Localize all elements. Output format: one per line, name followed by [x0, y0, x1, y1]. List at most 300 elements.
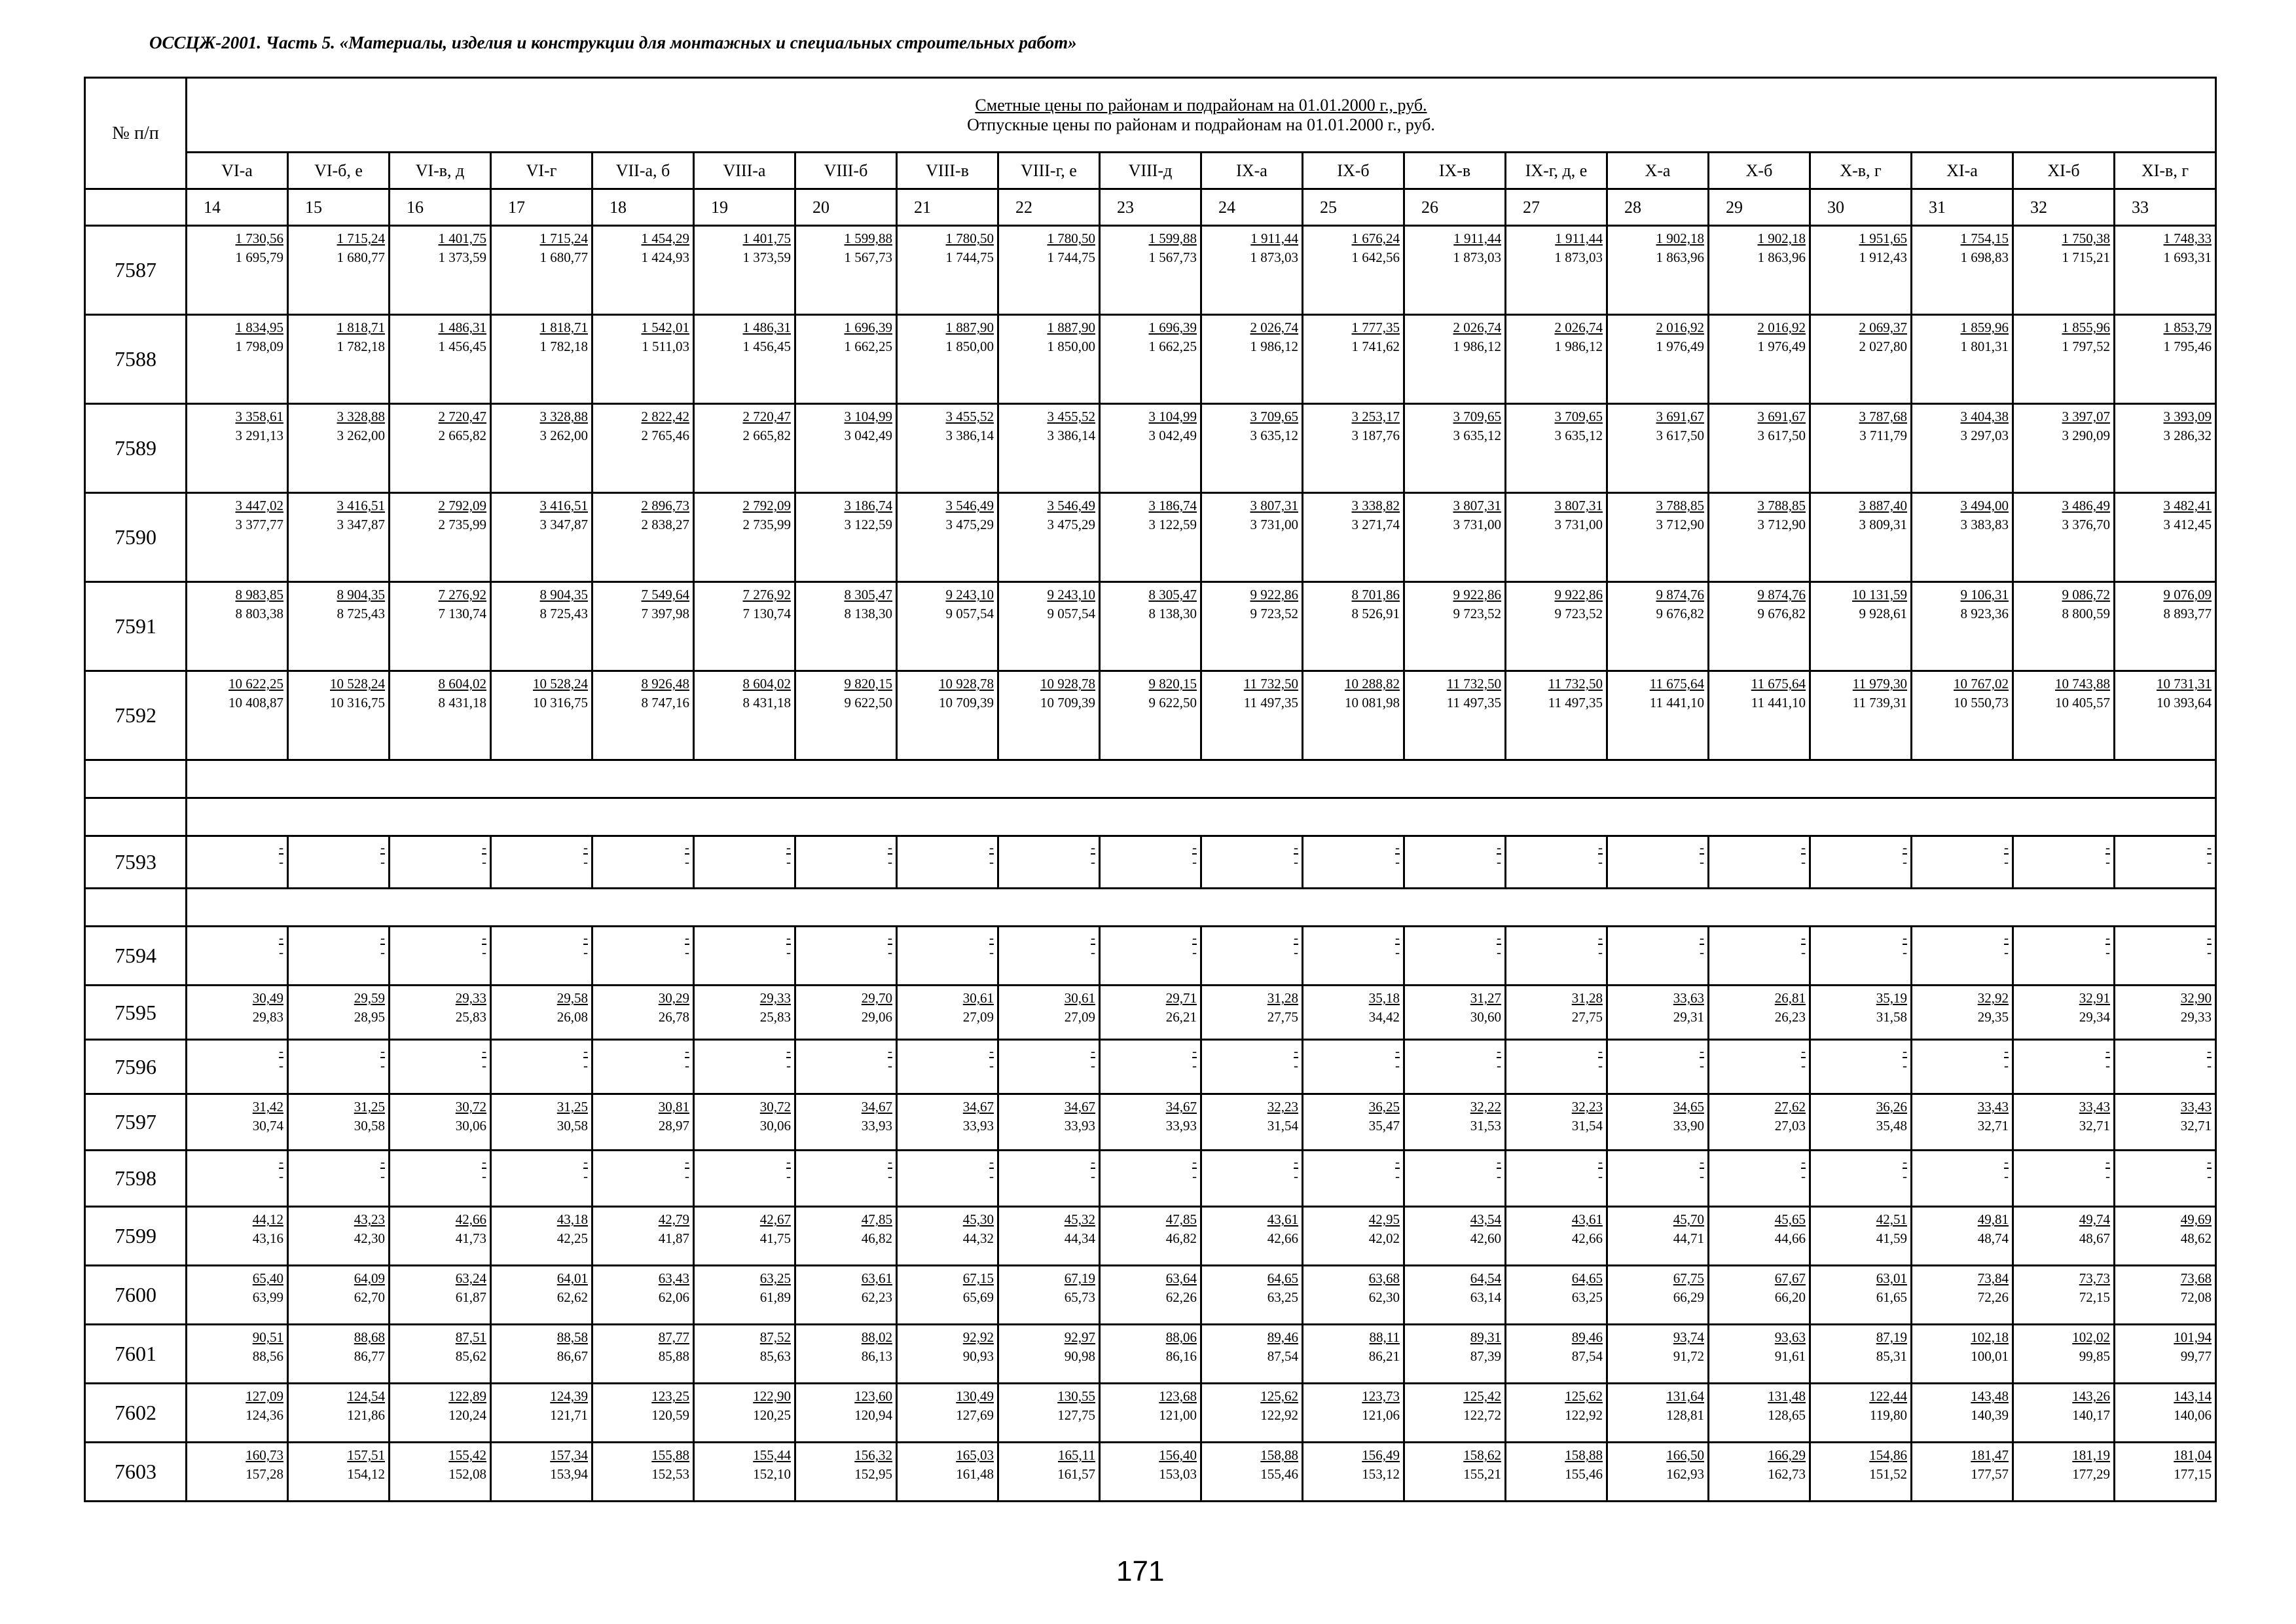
price-cell	[2013, 1266, 2115, 1325]
price-cell	[288, 404, 390, 493]
estimate-price: 87,19	[1876, 1329, 1907, 1345]
price-cell	[187, 226, 288, 315]
price-table	[84, 77, 2217, 1502]
release-price: -	[1801, 1168, 1806, 1184]
price-cell	[491, 1266, 592, 1325]
release-price: 119,80	[1870, 1407, 1907, 1423]
estimate-price: 3 807,31	[1554, 498, 1603, 513]
caption-estimate-prices: Сметные цены по районам и подрайонам на 01.01.2000 г., руб.	[975, 95, 1427, 115]
price-cell	[2115, 1207, 2216, 1266]
estimate-price: 67,15	[962, 1270, 994, 1286]
estimate-price: 43,61	[1267, 1211, 1298, 1227]
release-price: 42,60	[1470, 1230, 1501, 1246]
release-price: 140,06	[2174, 1407, 2212, 1423]
estimate-price: -	[279, 1043, 283, 1059]
price-cell	[795, 582, 897, 671]
price-cell	[694, 986, 795, 1040]
row-number: 7598	[85, 1151, 187, 1207]
estimate-price: 11 732,50	[1548, 676, 1603, 692]
price-cell	[1607, 1443, 1709, 1502]
estimate-price: 73,68	[2180, 1270, 2212, 1286]
table-row	[85, 1094, 2216, 1151]
column-number: 20	[795, 189, 897, 226]
estimate-price: -	[1700, 840, 1704, 855]
release-price: -	[989, 854, 994, 870]
price-cell	[1506, 1094, 1607, 1151]
region-header: IX-а	[1201, 153, 1303, 189]
release-price: 8 893,77	[2163, 606, 2212, 621]
estimate-price: 35,18	[1368, 990, 1400, 1006]
release-price: -	[2105, 1168, 2110, 1184]
release-price: -	[1294, 944, 1298, 960]
release-price: -	[786, 944, 791, 960]
price-cell	[288, 582, 390, 671]
release-price: -	[989, 1058, 994, 1073]
release-price: -	[2207, 1058, 2212, 1073]
release-price: 122,92	[1260, 1407, 1298, 1423]
estimate-price: 7 549,64	[641, 587, 689, 602]
release-price: 86,21	[1368, 1348, 1400, 1364]
table-row	[85, 404, 2216, 493]
estimate-price: 34,67	[1064, 1099, 1095, 1115]
release-price: 61,65	[1876, 1289, 1907, 1305]
estimate-price: 45,65	[1774, 1211, 1806, 1227]
estimate-price: 3 788,85	[1757, 498, 1806, 513]
estimate-price: -	[786, 1154, 791, 1170]
price-cell	[1100, 1151, 1201, 1207]
row-number: 7588	[85, 315, 187, 404]
estimate-price: -	[786, 930, 791, 946]
release-price: 31,54	[1267, 1118, 1298, 1134]
release-price: 120,24	[448, 1407, 486, 1423]
release-price: 2 665,82	[438, 428, 486, 443]
release-price: 29,35	[1977, 1009, 2009, 1025]
price-cell	[491, 1151, 592, 1207]
price-cell	[2115, 1040, 2216, 1094]
estimate-price: -	[1294, 930, 1298, 946]
estimate-price: -	[2004, 1043, 2009, 1059]
estimate-price: -	[1091, 930, 1095, 946]
price-cell	[897, 1443, 998, 1502]
price-cell	[390, 1151, 491, 1207]
price-cell	[2115, 1094, 2216, 1151]
release-price: -	[482, 1058, 486, 1073]
release-price: 2 838,27	[641, 517, 689, 532]
estimate-price: 1 818,71	[539, 320, 588, 335]
estimate-price: 29,71	[1165, 990, 1197, 1006]
release-price: 46,82	[861, 1230, 892, 1246]
row-number: 7592	[85, 671, 187, 760]
estimate-price: 154,86	[1869, 1447, 1907, 1463]
estimate-price: 1 696,39	[1148, 320, 1197, 335]
release-price: 30,06	[455, 1118, 486, 1134]
estimate-price: 102,02	[2072, 1329, 2110, 1345]
release-price: 2 665,82	[742, 428, 791, 443]
price-cell	[998, 1207, 1100, 1266]
estimate-price: -	[2105, 840, 2110, 855]
table-row	[85, 986, 2216, 1040]
table-caption	[187, 78, 2216, 153]
estimate-price: 9 820,15	[1148, 676, 1197, 692]
estimate-price: 49,81	[1977, 1211, 2009, 1227]
price-cell	[897, 404, 998, 493]
estimate-price: 31,25	[556, 1099, 588, 1115]
estimate-price: 31,28	[1267, 990, 1298, 1006]
release-price: -	[2004, 944, 2009, 960]
estimate-price: 158,88	[1260, 1447, 1298, 1463]
release-price: 3 386,14	[1047, 428, 1095, 443]
release-price: 62,23	[861, 1289, 892, 1305]
release-price: 2 735,99	[438, 517, 486, 532]
release-price: 9 622,50	[844, 695, 892, 710]
estimate-price: -	[989, 1154, 994, 1170]
table-row	[85, 1207, 2216, 1266]
price-cell	[2013, 315, 2115, 404]
price-cell	[288, 1325, 390, 1384]
release-price: -	[1091, 944, 1095, 960]
price-cell	[694, 1207, 795, 1266]
release-price: 1 642,56	[1351, 249, 1400, 265]
price-cell	[795, 1325, 897, 1384]
estimate-price: 1 855,96	[2062, 320, 2110, 335]
price-cell	[795, 927, 897, 986]
estimate-price: 166,50	[1666, 1447, 1704, 1463]
price-cell	[187, 582, 288, 671]
price-cell	[1404, 671, 1506, 760]
release-price: 3 635,12	[1250, 428, 1298, 443]
release-price: 9 676,82	[1656, 606, 1704, 621]
release-price: 62,06	[658, 1289, 689, 1305]
price-cell	[1709, 493, 1810, 582]
release-price: 2 765,46	[641, 428, 689, 443]
price-cell	[897, 1094, 998, 1151]
price-cell	[2013, 582, 2115, 671]
estimate-price: 8 926,48	[641, 676, 689, 692]
estimate-price: 124,39	[550, 1388, 588, 1404]
price-cell	[998, 986, 1100, 1040]
price-cell	[2115, 226, 2216, 315]
price-cell	[2013, 404, 2115, 493]
estimate-price: 34,67	[861, 1099, 892, 1115]
estimate-price: 10 731,31	[2157, 676, 2212, 692]
price-cell	[1201, 671, 1303, 760]
estimate-price: 123,25	[651, 1388, 689, 1404]
release-price: 27,75	[1267, 1009, 1298, 1025]
price-cell	[795, 1443, 897, 1502]
estimate-price: 156,49	[1362, 1447, 1400, 1463]
price-cell	[1709, 1040, 1810, 1094]
price-cell	[187, 836, 288, 889]
estimate-price: 3 887,40	[1859, 498, 1907, 513]
release-price: 42,30	[354, 1230, 385, 1246]
estimate-price: 30,81	[658, 1099, 689, 1115]
price-cell	[1404, 1266, 1506, 1325]
release-price: 140,17	[2072, 1407, 2110, 1423]
estimate-price: -	[1598, 840, 1603, 855]
price-cell	[592, 1443, 694, 1502]
document-header: ОССЦЖ-2001. Часть 5. «Материалы, изделия и конструкции для монтажных и специальных строительных работ»	[149, 33, 1077, 52]
estimate-price: 155,44	[753, 1447, 791, 1463]
release-price: 3 617,50	[1656, 428, 1704, 443]
estimate-price: 63,01	[1876, 1270, 1907, 1286]
price-cell	[1810, 404, 1912, 493]
release-price: 27,75	[1571, 1009, 1603, 1025]
price-cell	[288, 1094, 390, 1151]
estimate-price: 1 853,79	[2163, 320, 2212, 335]
price-cell	[187, 1266, 288, 1325]
price-cell	[1404, 836, 1506, 889]
price-cell	[2013, 1443, 2115, 1502]
price-cell	[288, 226, 390, 315]
release-price: 3 376,70	[2062, 517, 2110, 532]
release-price: 85,63	[759, 1348, 791, 1364]
estimate-price: 88,02	[861, 1329, 892, 1345]
price-cell	[1912, 1384, 2013, 1443]
price-cell	[795, 986, 897, 1040]
price-cell	[2013, 493, 2115, 582]
price-cell	[1100, 315, 1201, 404]
price-cell	[187, 1384, 288, 1443]
region-header: VI-в, д	[390, 153, 491, 189]
estimate-price: 8 305,47	[1148, 587, 1197, 602]
estimate-price: 43,61	[1571, 1211, 1603, 1227]
release-price: 1 744,75	[1047, 249, 1095, 265]
release-price: -	[2004, 854, 2009, 870]
price-cell	[998, 836, 1100, 889]
price-cell	[1506, 1443, 1607, 1502]
table-row	[85, 226, 2216, 315]
release-price: 1 798,09	[235, 339, 283, 354]
estimate-price: 30,72	[759, 1099, 791, 1115]
release-price: 41,73	[455, 1230, 486, 1246]
estimate-price: 65,40	[252, 1270, 283, 1286]
price-cell	[288, 1443, 390, 1502]
price-cell	[694, 226, 795, 315]
release-price: 9 057,54	[945, 606, 994, 621]
estimate-price: -	[380, 930, 385, 946]
release-price: -	[1497, 854, 1501, 870]
price-cell	[897, 1384, 998, 1443]
release-price: -	[1801, 854, 1806, 870]
price-cell	[592, 226, 694, 315]
price-cell	[1912, 1266, 2013, 1325]
release-price: 9 723,52	[1554, 606, 1603, 621]
estimate-price: -	[2105, 1154, 2110, 1170]
release-price: 1 976,49	[1656, 339, 1704, 354]
release-price: 1 744,75	[945, 249, 994, 265]
price-cell	[795, 1094, 897, 1151]
release-price: 42,02	[1368, 1230, 1400, 1246]
estimate-price: 92,97	[1064, 1329, 1095, 1345]
release-price: -	[1091, 1058, 1095, 1073]
release-price: 33,90	[1673, 1118, 1704, 1134]
price-cell	[2115, 404, 2216, 493]
estimate-price: -	[279, 1154, 283, 1170]
price-cell	[1201, 1443, 1303, 1502]
release-price: -	[380, 854, 385, 870]
price-cell	[187, 1207, 288, 1266]
column-number: 25	[1303, 189, 1404, 226]
release-price: -	[279, 854, 283, 870]
release-price: 44,34	[1064, 1230, 1095, 1246]
price-cell	[1607, 1325, 1709, 1384]
release-price: 122,72	[1463, 1407, 1501, 1423]
release-price: -	[482, 1168, 486, 1184]
estimate-price: 93,74	[1673, 1329, 1704, 1345]
estimate-price: -	[1192, 1043, 1197, 1059]
estimate-price: 3 328,88	[539, 409, 588, 424]
release-price: 41,87	[658, 1230, 689, 1246]
price-cell	[1810, 986, 1912, 1040]
release-price: 9 676,82	[1757, 606, 1806, 621]
estimate-price: -	[1801, 1043, 1806, 1059]
estimate-price: -	[888, 840, 892, 855]
estimate-price: -	[583, 840, 588, 855]
release-price: -	[1294, 1168, 1298, 1184]
price-cell	[1709, 315, 1810, 404]
price-cell	[998, 671, 1100, 760]
estimate-price: 63,43	[658, 1270, 689, 1286]
estimate-price: 9 922,86	[1554, 587, 1603, 602]
price-cell	[1303, 986, 1404, 1040]
estimate-price: 9 086,72	[2062, 587, 2110, 602]
price-cell	[288, 986, 390, 1040]
release-price: -	[279, 944, 283, 960]
release-price: 9 723,52	[1453, 606, 1501, 621]
row-number	[85, 760, 187, 798]
price-cell	[592, 1151, 694, 1207]
price-cell	[1810, 927, 1912, 986]
price-cell	[998, 404, 1100, 493]
estimate-price: 33,43	[1977, 1099, 2009, 1115]
release-price: -	[989, 944, 994, 960]
estimate-price: 9 922,86	[1250, 587, 1298, 602]
estimate-price: 181,04	[2174, 1447, 2212, 1463]
price-cell	[1506, 315, 1607, 404]
estimate-price: 166,29	[1768, 1447, 1806, 1463]
estimate-price: 44,12	[252, 1211, 283, 1227]
estimate-price: 64,54	[1470, 1270, 1501, 1286]
table-row	[85, 889, 2216, 927]
row-number-header: № п/п	[85, 78, 187, 189]
estimate-price: -	[1395, 840, 1400, 855]
estimate-price: 3 455,52	[945, 409, 994, 424]
price-cell	[1810, 493, 1912, 582]
release-price: 1 715,21	[2062, 249, 2110, 265]
release-price: -	[482, 854, 486, 870]
estimate-price: 1 780,50	[945, 231, 994, 246]
estimate-price: 45,32	[1064, 1211, 1095, 1227]
price-cell	[1303, 315, 1404, 404]
price-cell	[390, 671, 491, 760]
price-cell	[1912, 1207, 2013, 1266]
release-price: 88,56	[252, 1348, 283, 1364]
estimate-price: 29,70	[861, 990, 892, 1006]
estimate-price: -	[1903, 930, 1907, 946]
release-price: 3 412,45	[2163, 517, 2212, 532]
price-cell	[1506, 1151, 1607, 1207]
price-cell	[2115, 582, 2216, 671]
release-price: 3 122,59	[844, 517, 892, 532]
estimate-price: 1 542,01	[641, 320, 689, 335]
release-price: 1 680,77	[337, 249, 385, 265]
release-price: 27,03	[1774, 1118, 1806, 1134]
price-cell	[897, 836, 998, 889]
release-price: 1 873,03	[1453, 249, 1501, 265]
estimate-price: 157,34	[550, 1447, 588, 1463]
estimate-price: 1 750,38	[2062, 231, 2110, 246]
estimate-price: -	[583, 1043, 588, 1059]
price-cell	[1506, 226, 1607, 315]
price-cell	[187, 1040, 288, 1094]
estimate-price: 30,61	[1064, 990, 1095, 1006]
release-price: 30,58	[354, 1118, 385, 1134]
estimate-price: 90,51	[252, 1329, 283, 1345]
price-cell	[1607, 1151, 1709, 1207]
table-row	[85, 582, 2216, 671]
estimate-price: -	[685, 930, 689, 946]
estimate-price: 1 859,96	[1960, 320, 2009, 335]
price-cell	[1303, 671, 1404, 760]
price-cell	[1100, 671, 1201, 760]
release-price: 128,65	[1768, 1407, 1806, 1423]
estimate-price: -	[685, 1043, 689, 1059]
price-cell	[390, 1040, 491, 1094]
price-cell	[187, 986, 288, 1040]
price-cell	[592, 315, 694, 404]
release-price: 1 567,73	[844, 249, 892, 265]
release-price: 26,21	[1165, 1009, 1197, 1025]
price-cell	[1912, 671, 2013, 760]
price-cell	[1912, 986, 2013, 1040]
estimate-price: 11 675,64	[1751, 676, 1806, 692]
estimate-price: 143,48	[1971, 1388, 2009, 1404]
estimate-price: 3 546,49	[945, 498, 994, 513]
price-cell	[1506, 927, 1607, 986]
release-price: -	[1903, 944, 1907, 960]
release-price: -	[1497, 1168, 1501, 1184]
release-price: 1 850,00	[945, 339, 994, 354]
estimate-price: -	[685, 840, 689, 855]
estimate-price: 30,49	[252, 990, 283, 1006]
release-price: 1 873,03	[1250, 249, 1298, 265]
release-price: -	[2105, 854, 2110, 870]
price-cell	[288, 927, 390, 986]
price-cell	[390, 1266, 491, 1325]
estimate-price: 31,42	[252, 1099, 283, 1115]
estimate-price: 124,54	[347, 1388, 385, 1404]
release-price: 8 725,43	[539, 606, 588, 621]
release-price: -	[2207, 944, 2212, 960]
release-price: 127,69	[956, 1407, 994, 1423]
estimate-price: 64,65	[1267, 1270, 1298, 1286]
price-cell	[1100, 404, 1201, 493]
estimate-price: -	[1395, 930, 1400, 946]
estimate-price: 10 928,78	[1040, 676, 1095, 692]
release-price: -	[1091, 1168, 1095, 1184]
release-price: 11 497,35	[1446, 695, 1501, 710]
release-price: 63,25	[1267, 1289, 1298, 1305]
price-cell	[998, 1266, 1100, 1325]
price-cell	[1100, 226, 1201, 315]
estimate-price: 123,68	[1159, 1388, 1197, 1404]
release-price: 9 723,52	[1250, 606, 1298, 621]
row-number	[85, 889, 187, 927]
estimate-price: 1 887,90	[945, 320, 994, 335]
estimate-price: -	[2004, 930, 2009, 946]
release-price: 28,97	[658, 1118, 689, 1134]
price-cell	[1506, 1325, 1607, 1384]
